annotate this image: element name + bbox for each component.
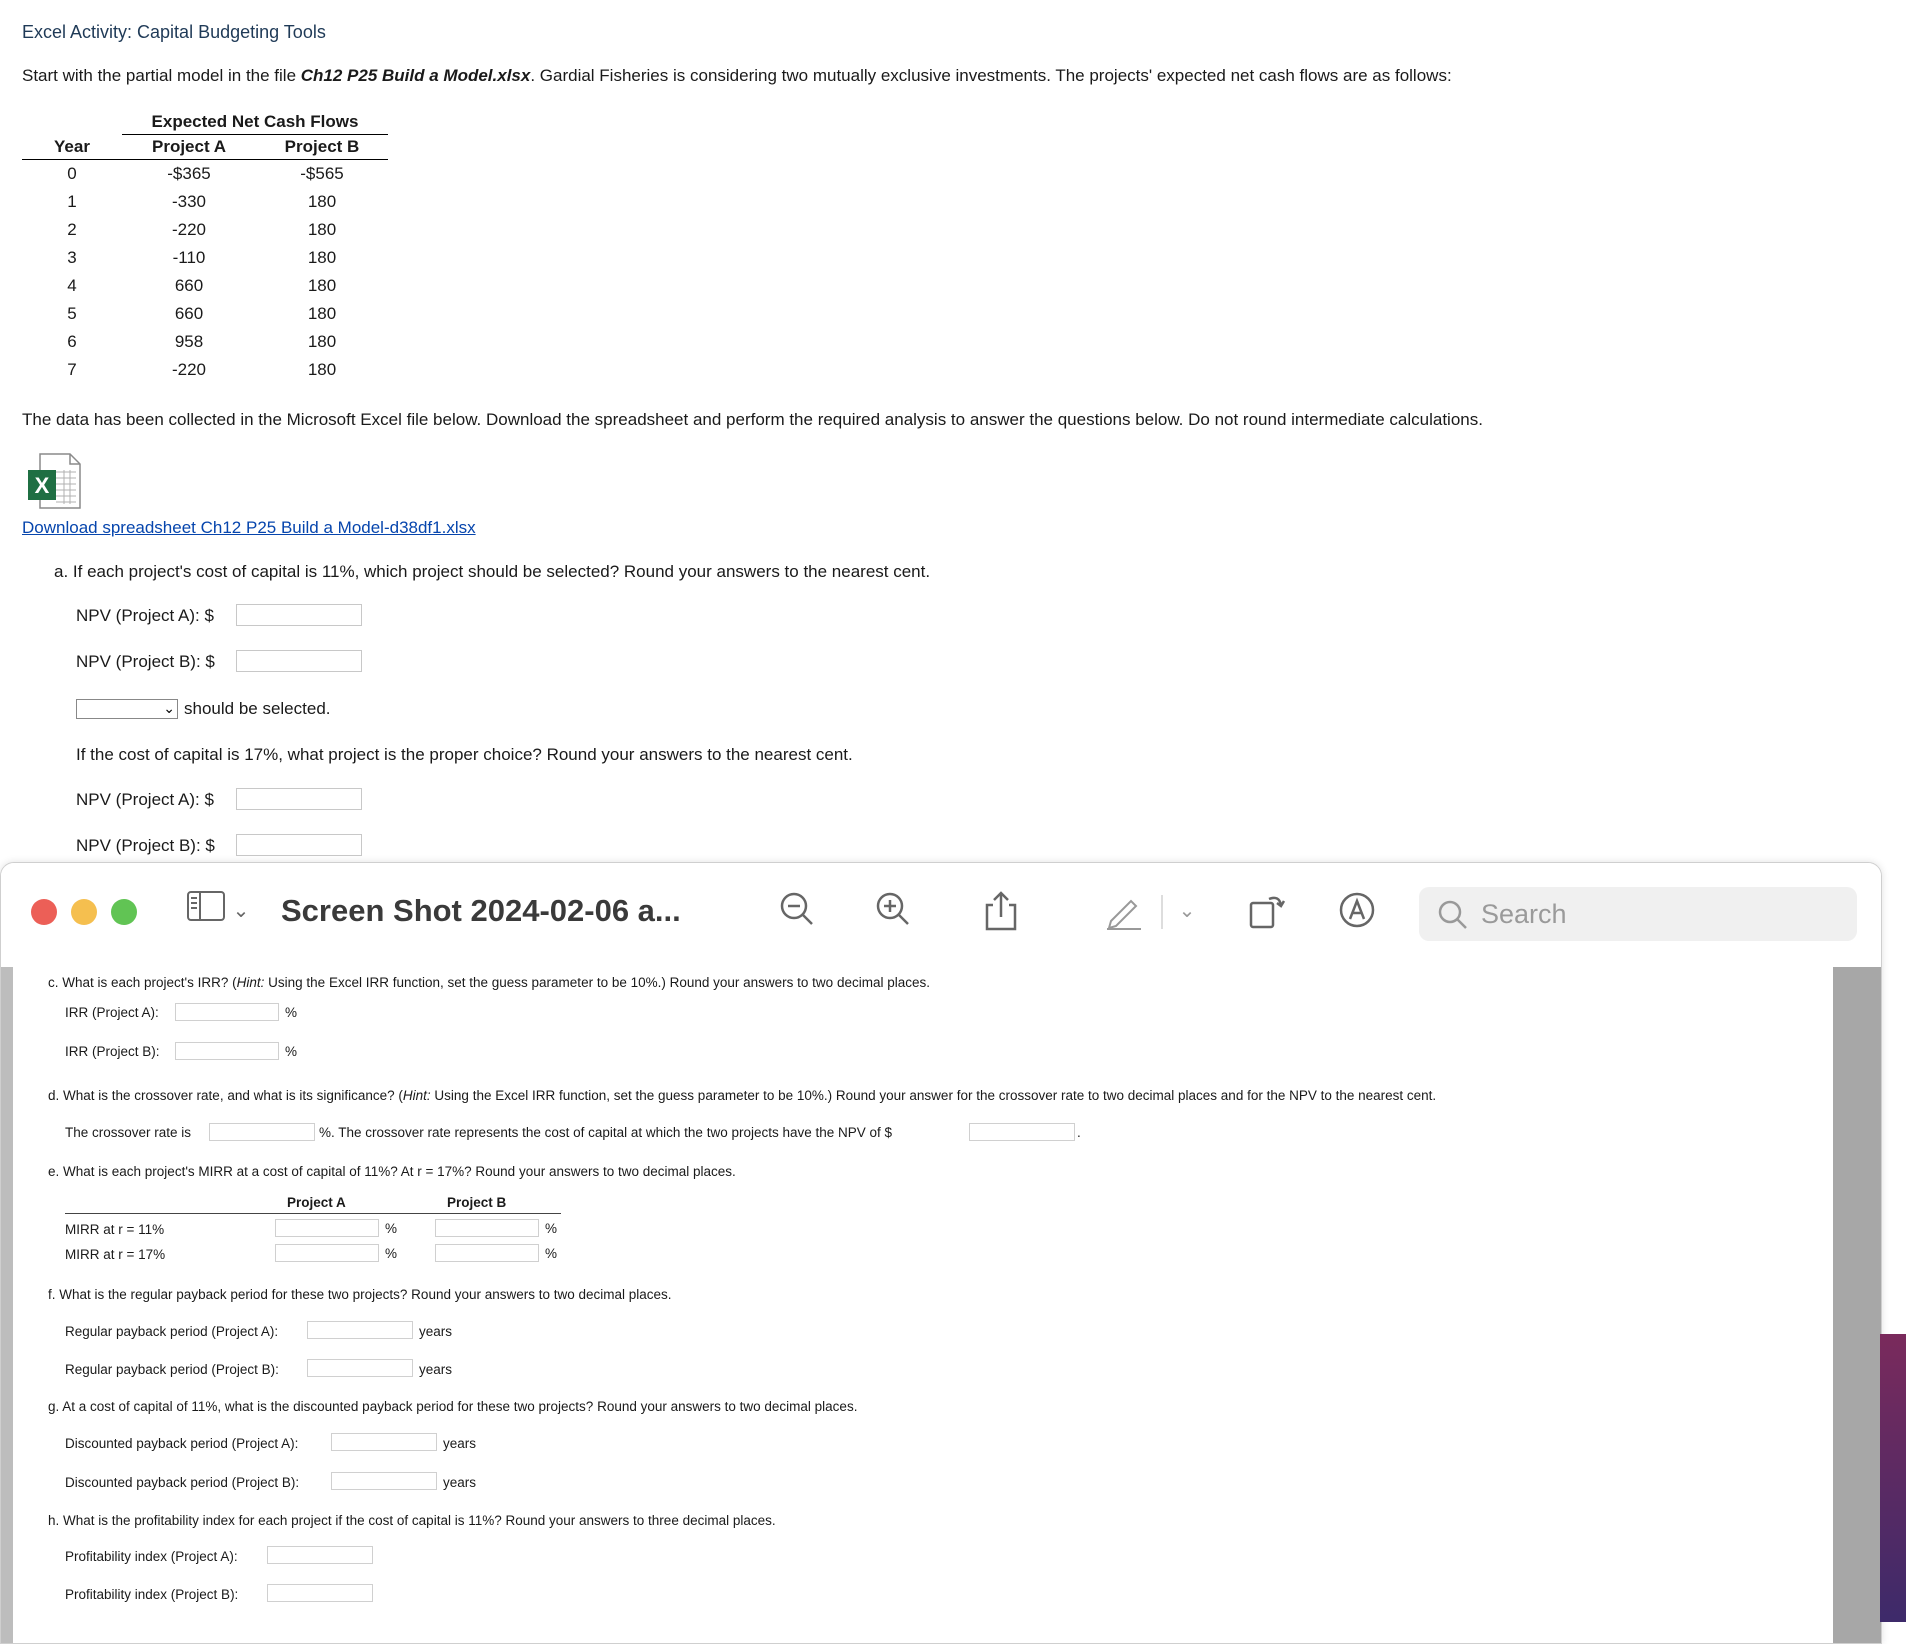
col-year: Year [22, 135, 122, 160]
discounted-payback-a-input[interactable] [331, 1433, 437, 1451]
zoom-window-button[interactable] [111, 899, 137, 925]
discounted-payback-b-label: Discounted payback period (Project B): [65, 1475, 300, 1490]
irr-b-unit: % [285, 1044, 298, 1059]
crossover-period: . [1077, 1125, 1081, 1140]
data-note: The data has been collected in the Microsoft Excel file below. Download the spreadsheet and perform the required analysis to answer the questions below. Do not round intermediate calculations. [22, 410, 1483, 429]
rotate-icon[interactable] [1247, 891, 1287, 931]
discounted-payback-a-label: Discounted payback period (Project A): [65, 1436, 299, 1451]
project-b-cell: -$565 [300, 164, 344, 183]
project-a-cell: -330 [171, 192, 207, 211]
npv-a2-input[interactable] [236, 788, 362, 810]
cash-flow-row [22, 328, 388, 356]
sidebar-toggle-icon[interactable] [187, 891, 225, 931]
discounted-payback-b-unit: years [443, 1475, 477, 1490]
close-window-button[interactable] [31, 899, 57, 925]
project-b-cell: 180 [307, 360, 337, 379]
cash-flow-row [22, 272, 388, 300]
search-icon [1437, 899, 1469, 931]
crossover-rate-input[interactable] [209, 1123, 315, 1141]
mirr-a-11-input[interactable] [275, 1219, 379, 1237]
question-d: d. What is the crossover rate, and what is its significance? (Hint: Using the Excel IRR function, set the guess parameter to be 10%.) Round your answer for the crossover rate to two decimal places and for the NPV to the nearest cent. [48, 1088, 1437, 1103]
mirr-a-17-unit: % [385, 1246, 398, 1261]
window-title: Screen Shot 2024-02-06 a... [281, 893, 681, 928]
payback-a-input[interactable] [307, 1321, 413, 1339]
share-icon[interactable] [981, 891, 1021, 931]
cash-flow-row [22, 188, 388, 216]
cash-flow-row [22, 216, 388, 244]
npv-b2-label: NPV (Project B): $ [76, 836, 215, 855]
cash-flow-row [22, 244, 388, 272]
year-cell: 5 [67, 304, 77, 323]
project-a-cell: -220 [171, 220, 207, 239]
mirr-b-11-unit: % [545, 1221, 558, 1236]
preview-window [0, 862, 1882, 1644]
year-cell: 6 [67, 332, 77, 351]
markup-pen-icon[interactable] [1103, 891, 1143, 931]
question-h: h. What is the profitability index for each project if the cost of capital is 11%? Round your answers to three decimal places. [48, 1513, 776, 1528]
npv-a-input[interactable] [236, 604, 362, 626]
payback-b-unit: years [419, 1362, 453, 1377]
npv-b-label: NPV (Project B): $ [76, 652, 215, 671]
project-a-cell: 660 [174, 276, 204, 295]
mirr-a-11-unit: % [385, 1221, 398, 1236]
question-f: f. What is the regular payback period for these two projects? Round your answers to two decimal places. [48, 1287, 672, 1302]
right-gray-area [1833, 967, 1881, 1643]
mirr-b-17-unit: % [545, 1246, 558, 1261]
preview-toolbar [1, 863, 1881, 968]
markup-toolbar-icon[interactable] [1337, 891, 1377, 931]
year-cell: 2 [67, 220, 77, 239]
year-cell: 1 [67, 192, 77, 211]
mirr-col-project-b: Project B [447, 1195, 507, 1210]
mirr-r11-label: MIRR at r = 11% [65, 1222, 165, 1237]
project-a-cell: 660 [174, 304, 204, 323]
discounted-payback-b-input[interactable] [331, 1472, 437, 1490]
cash-flow-row [22, 160, 388, 189]
pi-b-input[interactable] [267, 1584, 373, 1602]
screenshot-document [13, 967, 1833, 1643]
cash-flow-row [22, 356, 388, 384]
left-edge [1, 967, 13, 1643]
npv-a2-label: NPV (Project A): $ [76, 790, 214, 809]
mirr-col-project-a: Project A [287, 1195, 346, 1210]
chevron-down-icon[interactable]: ⌄ [232, 900, 250, 922]
project-b-cell: 180 [307, 332, 337, 351]
search-field[interactable] [1419, 887, 1857, 941]
zoom-out-icon[interactable] [777, 891, 817, 931]
mirr-a-17-input[interactable] [275, 1244, 379, 1262]
mirr-header-rule [65, 1213, 561, 1214]
crossover-npv-input[interactable] [969, 1123, 1075, 1141]
col-project-b: Project B [256, 135, 388, 160]
chevron-down-icon: ⌄ [163, 700, 175, 716]
payback-a-unit: years [419, 1324, 453, 1339]
excel-file-icon[interactable] [26, 452, 82, 510]
irr-a-input[interactable] [175, 1003, 279, 1021]
project-a-cell: -$365 [167, 164, 211, 183]
question-c: c. What is each project's IRR? (Hint: Using the Excel IRR function, set the guess parameter to be 10%.) Round your answers to two decimal places. [48, 975, 930, 990]
payback-b-input[interactable] [307, 1359, 413, 1377]
year-cell: 7 [67, 360, 77, 379]
npv-b-input[interactable] [236, 650, 362, 672]
cash-flow-row [22, 300, 388, 328]
cash-flow-table [22, 110, 388, 384]
project-select-dropdown[interactable] [76, 699, 178, 719]
project-b-cell: 180 [307, 248, 337, 267]
irr-b-input[interactable] [175, 1042, 279, 1060]
mirr-b-11-input[interactable] [435, 1219, 539, 1237]
project-b-cell: 180 [307, 304, 337, 323]
irr-b-label: IRR (Project B): [65, 1044, 160, 1059]
desktop-wallpaper-edge [1880, 1334, 1906, 1622]
minimize-window-button[interactable] [71, 899, 97, 925]
mirr-b-17-input[interactable] [435, 1244, 539, 1262]
pi-a-input[interactable] [267, 1546, 373, 1564]
search-placeholder: Search [1481, 899, 1567, 929]
toolbar-divider [1161, 895, 1163, 929]
zoom-in-icon[interactable] [873, 891, 913, 931]
intro-text: Start with the partial model in the file Ch12 P25 Build a Model.xlsx. Gardial Fisheries is considering two mutually exclusive investments. The projects' expected net cash flows are as follows: [22, 66, 1452, 85]
pi-b-label: Profitability index (Project B): [65, 1587, 239, 1602]
crossover-significance-text: %. The crossover rate represents the cost of capital at which the two projects have the NPV of $ [319, 1125, 893, 1140]
chevron-down-icon[interactable]: ⌄ [1178, 900, 1196, 922]
year-cell: 0 [67, 164, 77, 183]
npv-a-label: NPV (Project A): $ [76, 606, 214, 625]
pi-a-label: Profitability index (Project A): [65, 1549, 238, 1564]
project-b-cell: 180 [307, 192, 337, 211]
payback-b-label: Regular payback period (Project B): [65, 1362, 279, 1377]
project-a-cell: 958 [174, 332, 204, 351]
file-name: Ch12 P25 Build a Model.xlsx [300, 66, 531, 85]
svg-text:X: X [34, 473, 50, 498]
project-b-cell: 180 [307, 276, 337, 295]
question-g: g. At a cost of capital of 11%, what is the discounted payback period for these two projects? Round your answers to two decimal places. [48, 1399, 858, 1414]
question-a2: If the cost of capital is 17%, what project is the proper choice? Round your answers to the nearest cent. [76, 745, 853, 764]
question-e: e. What is each project's MIRR at a cost of capital of 11%? At r = 17%? Round your answers to two decimal places. [48, 1164, 736, 1179]
project-b-cell: 180 [307, 220, 337, 239]
year-cell: 3 [67, 248, 77, 267]
question-a: a. If each project's cost of capital is 11%, which project should be selected? Round your answers to the nearest cent. [54, 562, 931, 581]
should-be-selected-text: should be selected. [184, 699, 331, 718]
irr-a-label: IRR (Project A): [65, 1005, 159, 1020]
discounted-payback-a-unit: years [443, 1436, 477, 1451]
page-title: Excel Activity: Capital Budgeting Tools [22, 22, 326, 42]
col-project-a: Project A [122, 135, 256, 160]
irr-a-unit: % [285, 1005, 298, 1020]
payback-a-label: Regular payback period (Project A): [65, 1324, 279, 1339]
npv-b2-input[interactable] [236, 834, 362, 856]
crossover-label: The crossover rate is [65, 1125, 192, 1140]
group-header: Expected Net Cash Flows [122, 110, 388, 135]
download-link[interactable]: Download spreadsheet Ch12 P25 Build a Model-d38df1.xlsx [22, 518, 476, 537]
project-a-cell: -110 [172, 248, 206, 267]
year-cell: 4 [67, 276, 77, 295]
project-a-cell: -220 [171, 360, 207, 379]
mirr-r17-label: MIRR at r = 17% [65, 1247, 166, 1262]
